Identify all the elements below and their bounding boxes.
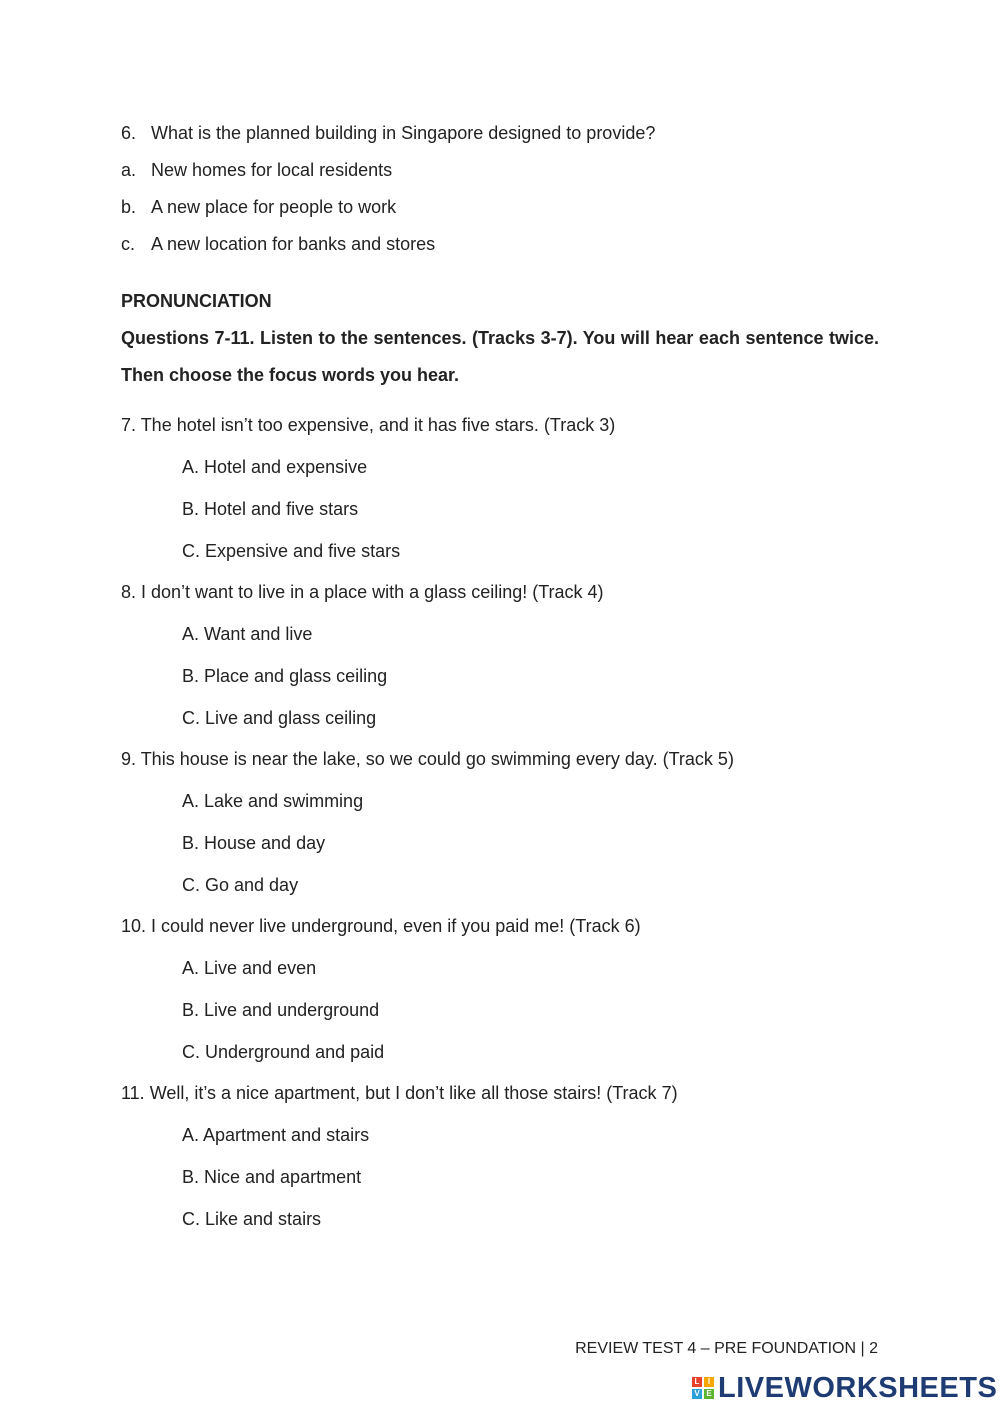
brand-name: LIVEWORKSHEETS	[718, 1371, 998, 1404]
option-8a[interactable]: A. Want and live	[182, 624, 313, 644]
option-9c[interactable]: C. Go and day	[182, 875, 299, 895]
option-7a[interactable]: A. Hotel and expensive	[182, 457, 368, 477]
option-a[interactable]	[121, 159, 392, 181]
option-7c[interactable]: C. Expensive and five stars	[182, 541, 401, 561]
option-11b[interactable]: B. Nice and apartment	[182, 1167, 362, 1187]
option-10b[interactable]: B. Live and underground	[182, 1000, 380, 1020]
option-text: A new location for banks and stores	[151, 234, 436, 254]
option-11a[interactable]: A. Apartment and stairs	[182, 1125, 370, 1145]
question-6	[121, 122, 655, 144]
option-8b[interactable]: B. Place and glass ceiling	[182, 666, 388, 686]
option-9b[interactable]: B. House and day	[182, 833, 326, 853]
option-8c[interactable]: C. Live and glass ceiling	[182, 708, 377, 728]
logo-tile: I	[704, 1377, 714, 1387]
logo-tile: V	[692, 1389, 702, 1399]
logo-tile: L	[692, 1377, 702, 1387]
question-8: 8. I don’t want to live in a place with a glass ceiling! (Track 4)	[121, 582, 604, 602]
option-7b[interactable]: B. Hotel and five stars	[182, 499, 359, 519]
option-10a[interactable]: A. Live and even	[182, 958, 317, 978]
option-letter: c.	[121, 234, 136, 254]
instructions-line-1: Questions 7-11. Listen to the sentences. (Tracks 3-7). You will hear each sentence twice.	[121, 328, 879, 348]
question-number: 6.	[121, 123, 137, 143]
page-footer: REVIEW TEST 4 – PRE FOUNDATION | 2	[575, 1340, 878, 1357]
question-7: 7. The hotel isn’t too expensive, and it has five stars. (Track 3)	[121, 415, 616, 435]
section-title: PRONUNCIATION	[121, 291, 272, 311]
option-11c[interactable]: C. Like and stairs	[182, 1209, 322, 1229]
option-text: A new place for people to work	[151, 197, 397, 217]
liveworksheets-logo[interactable]	[692, 1372, 997, 1404]
option-b[interactable]	[121, 196, 396, 218]
option-9a[interactable]: A. Lake and swimming	[182, 791, 364, 811]
question-10: 10. I could never live underground, even if you paid me! (Track 6)	[121, 916, 641, 936]
option-text: New homes for local residents	[151, 160, 393, 180]
logo-icon	[692, 1377, 714, 1399]
question-9: 9. This house is near the lake, so we could go swimming every day. (Track 5)	[121, 749, 734, 769]
option-letter: a.	[121, 160, 137, 180]
instructions-line-2: Then choose the focus words you hear.	[121, 365, 460, 385]
question-11: 11. Well, it’s a nice apartment, but I don’t like all those stairs! (Track 7)	[121, 1083, 678, 1103]
option-10c[interactable]: C. Underground and paid	[182, 1042, 385, 1062]
option-letter: b.	[121, 197, 137, 217]
logo-tile: E	[704, 1389, 714, 1399]
option-c[interactable]	[121, 233, 435, 255]
question-text: What is the planned building in Singapore designed to provide?	[151, 123, 656, 143]
